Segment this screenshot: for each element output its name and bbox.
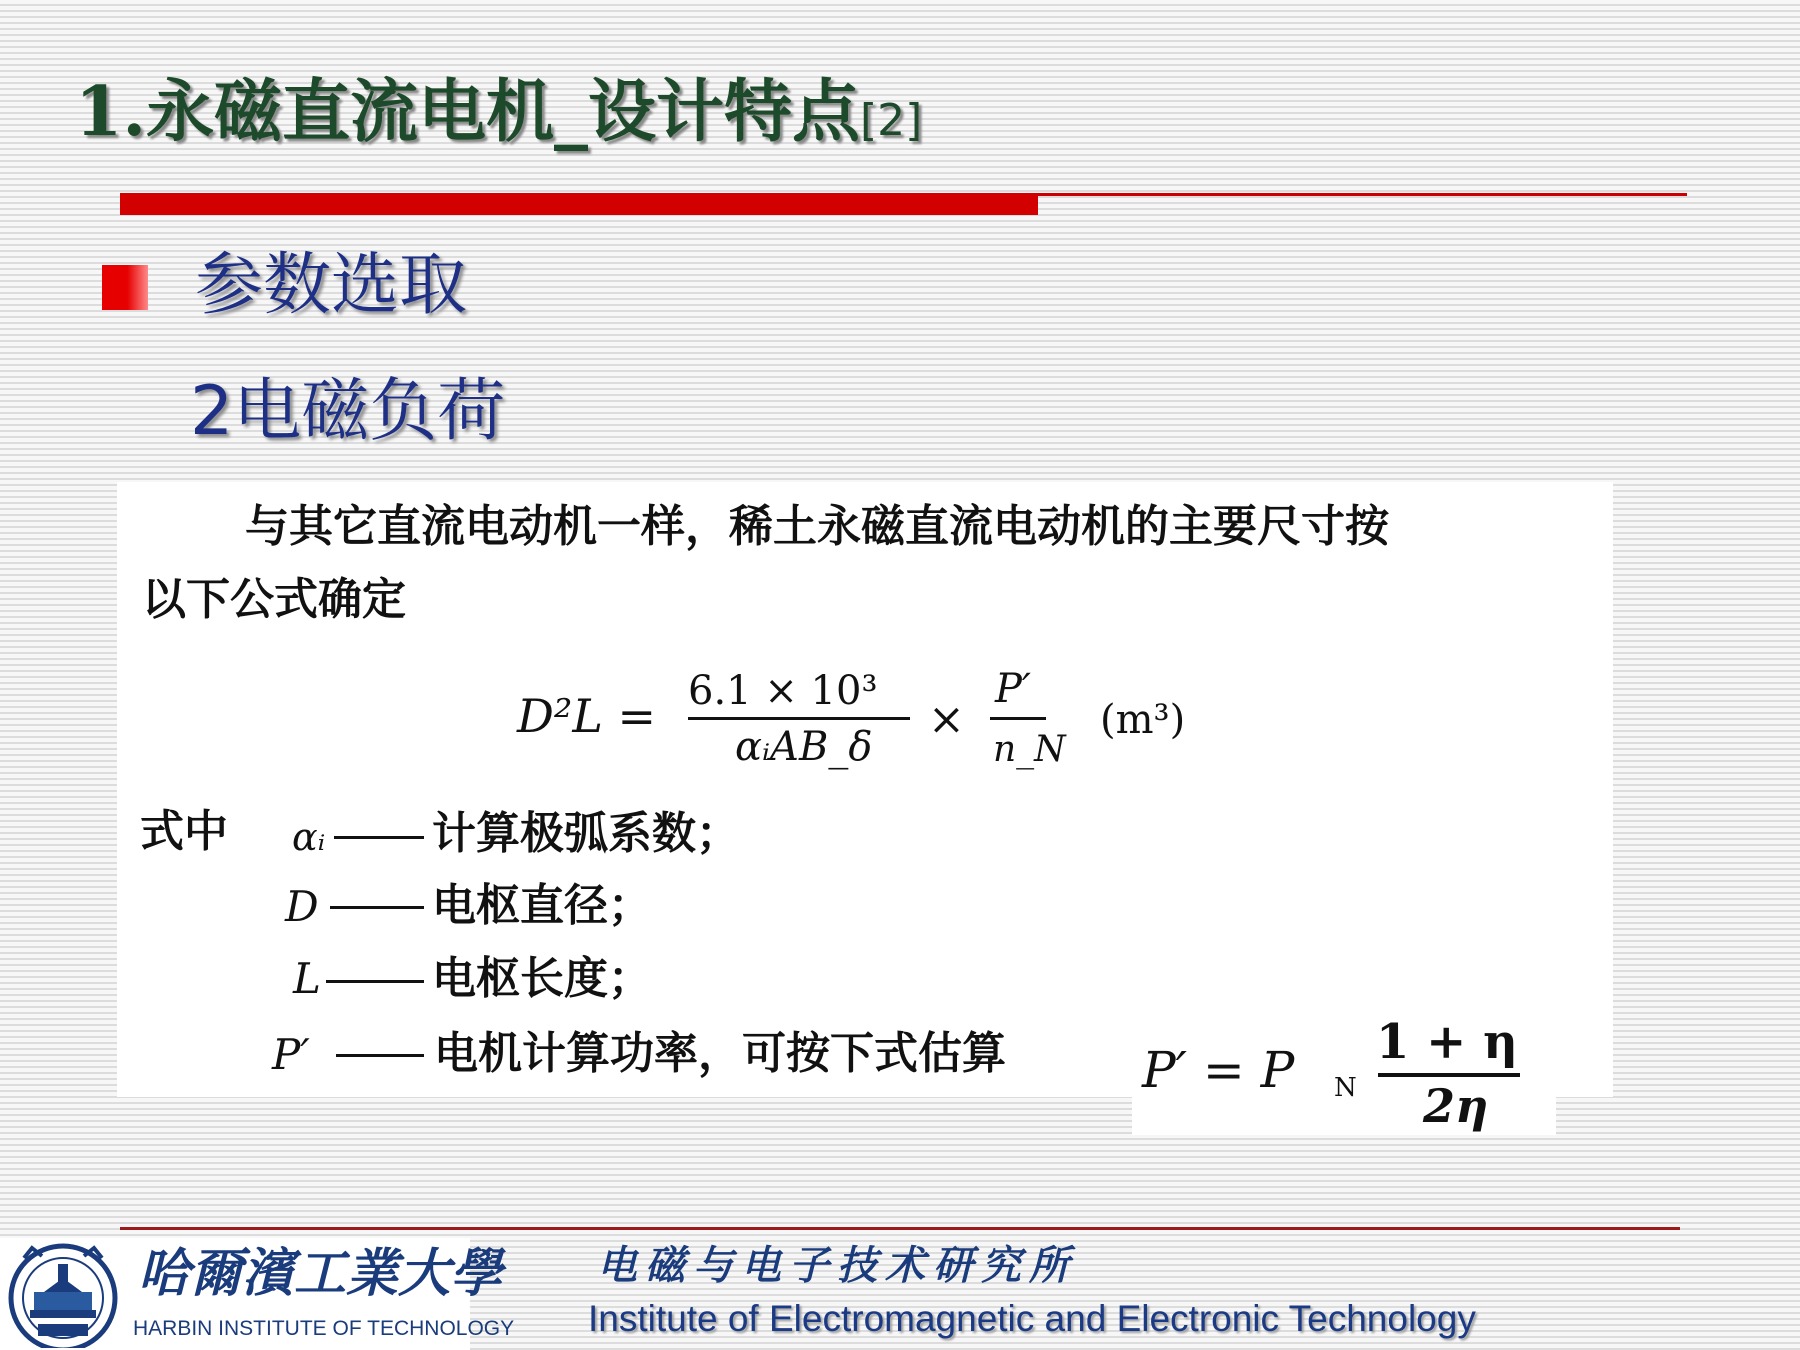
- where-label: 式中: [140, 806, 228, 857]
- subheading: 2电磁负荷: [190, 372, 506, 451]
- hit-seal-logo-icon: [2, 1240, 124, 1348]
- formula-frac1-bar: [688, 717, 910, 720]
- university-name-cn: 哈爾濱工業大學: [138, 1243, 503, 1304]
- institute-name-en: Institute of Electromagnetic and Electronic Technology: [588, 1298, 1476, 1339]
- footer-divider: [120, 1227, 1680, 1230]
- definition-symbol: P′: [272, 1030, 310, 1079]
- power-formula-lhs: P′ = P: [1142, 1041, 1295, 1099]
- title-underline-thick: [120, 193, 1038, 215]
- formula-frac2-bar: [990, 717, 1046, 720]
- formula-unit: (m³): [1100, 697, 1186, 743]
- formula-times: ×: [928, 694, 965, 745]
- definition-dash: [330, 906, 424, 909]
- paragraph-line-2: 以下公式确定: [142, 574, 406, 625]
- title-text: 永磁直流电机_设计特点: [146, 72, 861, 152]
- definition-text: 电枢长度；: [432, 953, 652, 1004]
- power-formula-bar: [1378, 1073, 1520, 1077]
- title-reference: [2]: [860, 95, 923, 146]
- definition-dash: [334, 836, 424, 839]
- formula-lhs: D²L =: [517, 689, 657, 743]
- bullet-heading: 参数选取: [195, 246, 468, 325]
- power-formula-numerator: 1 + η: [1376, 1014, 1518, 1070]
- definition-dash: [336, 1054, 424, 1057]
- definition-text: 电机计算功率，可按下式估算: [434, 1028, 1006, 1079]
- formula-frac1-numerator: 6.1 × 10³: [688, 668, 878, 714]
- definition-text: 计算极弧系数；: [432, 808, 740, 859]
- definition-symbol: D: [285, 882, 319, 931]
- formula-frac1-denominator: αᵢAB_δ: [735, 724, 873, 770]
- definition-symbol: αᵢ: [292, 815, 326, 859]
- power-formula-denominator: 2η: [1423, 1079, 1489, 1133]
- power-formula-subscript: N: [1334, 1073, 1357, 1103]
- university-name-en: HARBIN INSTITUTE OF TECHNOLOGY: [133, 1317, 515, 1340]
- institute-name-cn: 电磁与电子技术研究所: [597, 1242, 1077, 1289]
- formula-frac2-numerator: P′: [995, 666, 1031, 712]
- red-square-bullet-icon: [102, 265, 148, 310]
- formula-frac2-denominator: n_N: [993, 729, 1066, 770]
- slide-title: [75, 72, 923, 152]
- definition-symbol: L: [293, 954, 321, 1003]
- title-number: 1.: [75, 72, 146, 152]
- paragraph-line-1: 与其它直流电动机一样，稀土永磁直流电动机的主要尺寸按: [245, 501, 1389, 552]
- definition-text: 电枢直径；: [432, 880, 652, 931]
- definition-dash: [326, 980, 424, 983]
